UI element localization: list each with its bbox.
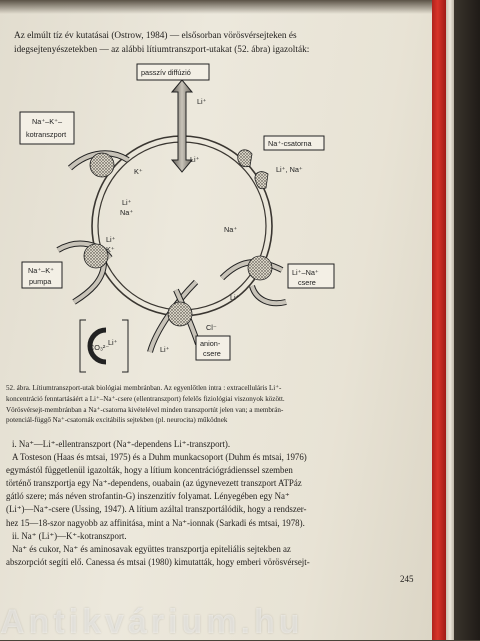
book-edge-red [432, 0, 446, 640]
label-li-anion: Li⁺ [160, 345, 170, 354]
label-li-na-channel: Li⁺, Na⁺ [276, 165, 303, 174]
figure-caption [6, 383, 430, 426]
exchange-label-2: csere [298, 278, 316, 287]
label-carbonate: CO₃²⁻ [89, 343, 110, 352]
passive-diffusion-arrow [172, 80, 192, 172]
anion-exchanger-protein [168, 302, 192, 326]
na-channel-right-half [255, 172, 268, 189]
anion-label-2: csere [203, 349, 221, 358]
label-li-top: Li⁺ [197, 97, 207, 106]
caption-line-1: 52. ábra. Lítiumtranszport-utak biológiai membránban. Az egyenlőtlen intra : extracelluláris Li⁺- [6, 384, 282, 392]
page-number: 245 [400, 574, 414, 584]
label-li-na-2: Na⁺ [120, 208, 134, 217]
section-i-line-1: A Tosteson (Haas és mtsai, 1975) és a Duhm munkacsoport (Duhm és mtsai, 1976) [12, 452, 307, 463]
section-ii-line-1: Na⁺ és cukor, Na⁺ és aminosavak együttes transzportja epiteliális sejtekben az [12, 543, 291, 554]
pump-label-2: pumpa [29, 277, 52, 286]
section-i-line-3: történő transzportja egy Na⁺-dependens, ouabain (az úgynevezett transzport ATPáz [6, 478, 302, 489]
section-i-line-5: (Li⁺)—Na⁺-csere (Ussing, 1947). A lítium azáltal transzportálódik, hogy a rendszer- [6, 504, 307, 515]
na-channel-left-half [238, 150, 252, 167]
label-li-k-1: Li⁺ [106, 235, 116, 244]
body-text [6, 438, 430, 569]
section-i-line-6: hez 15—18-szor nagyobb az affinitása, mint a Na⁺-ionnak (Sarkadi és mtsai, 1978). [6, 517, 305, 528]
passive-diffusion-label: passzív diffúzió [141, 68, 191, 77]
intro-line-1: Az elmúlt tíz év kutatásai (Ostrow, 1984) — elsősorban vörösvérsejteken és [14, 31, 297, 41]
caption-line-2: koncentráció fenntartásáért a Li⁺–Na⁺-csere (ellentranszport) felelős fiziológiai viszonyok között. [6, 394, 285, 403]
cotransport-label-2: kotranszport [26, 130, 67, 139]
watermark: Antikvárium.hu [0, 603, 304, 641]
li-na-exchanger-protein [248, 256, 272, 280]
label-cl-minus: Cl⁻ [206, 323, 217, 332]
exchange-label-1: Li⁺–Na⁺ [292, 268, 319, 277]
complex-bracket-right [122, 320, 128, 372]
label-li-inner: Li⁺ [190, 155, 200, 164]
cotransporter-protein [90, 153, 114, 177]
section-i-line-2: egymástól függetlenül igazolták, hogy a lítium koncentrációgrádienssel szemben [6, 465, 293, 476]
pump-label-1: Na⁺–K⁺ [28, 266, 54, 275]
label-li-lower-right: Li⁺ [230, 293, 240, 302]
caption-line-3: Vörösvérsejt-membránban a Na⁺-csatorna kivételével minden transzportút jelen van; a membrán- [6, 405, 284, 414]
label-na-inner: Na⁺ [224, 225, 238, 234]
label-li-na-1: Li⁺ [122, 198, 132, 207]
label-li-k-2: K⁺ [106, 245, 115, 254]
label-k-plus: K⁺ [134, 167, 143, 176]
anion-label-1: anion- [200, 339, 221, 348]
label-li-bracket: Li⁺ [108, 338, 118, 347]
section-ii-line-2: abszorpciót segíti elő. Canessa és mtsai (1980) kimutatták, hogy emberi vörösvérsejt- [6, 556, 310, 567]
intro-line-2: idegsejtenyészetekben — az alábbi lítiumtranszport-utakat (52. ábra) igazolták: [14, 44, 310, 55]
cotransport-label-1: Na⁺–K⁺– [32, 117, 63, 126]
book-edge-pages [446, 0, 454, 640]
book-edge-shadow [454, 0, 480, 640]
caption-line-4: potenciál-függő Na⁺-csatornák excitábilis sejtekben (pl. neurocita) működnek [6, 416, 228, 425]
section-i-line-4: gátló szere; más néven strofantin-G) inszenzitív folyamat. Lényegében egy Na⁺ [6, 491, 290, 502]
na-channel-label: Na⁺-csatorna [268, 139, 312, 148]
complex-bracket-left [80, 320, 86, 372]
section-i-title: i. Na⁺—Li⁺-ellentranszport (Na⁺-dependens Li⁺-transzport). [12, 439, 231, 449]
section-ii-title: ii. Na⁺ (Li⁺)—K⁺-kotranszport. [12, 530, 127, 541]
na-k-pump-protein [84, 244, 108, 268]
